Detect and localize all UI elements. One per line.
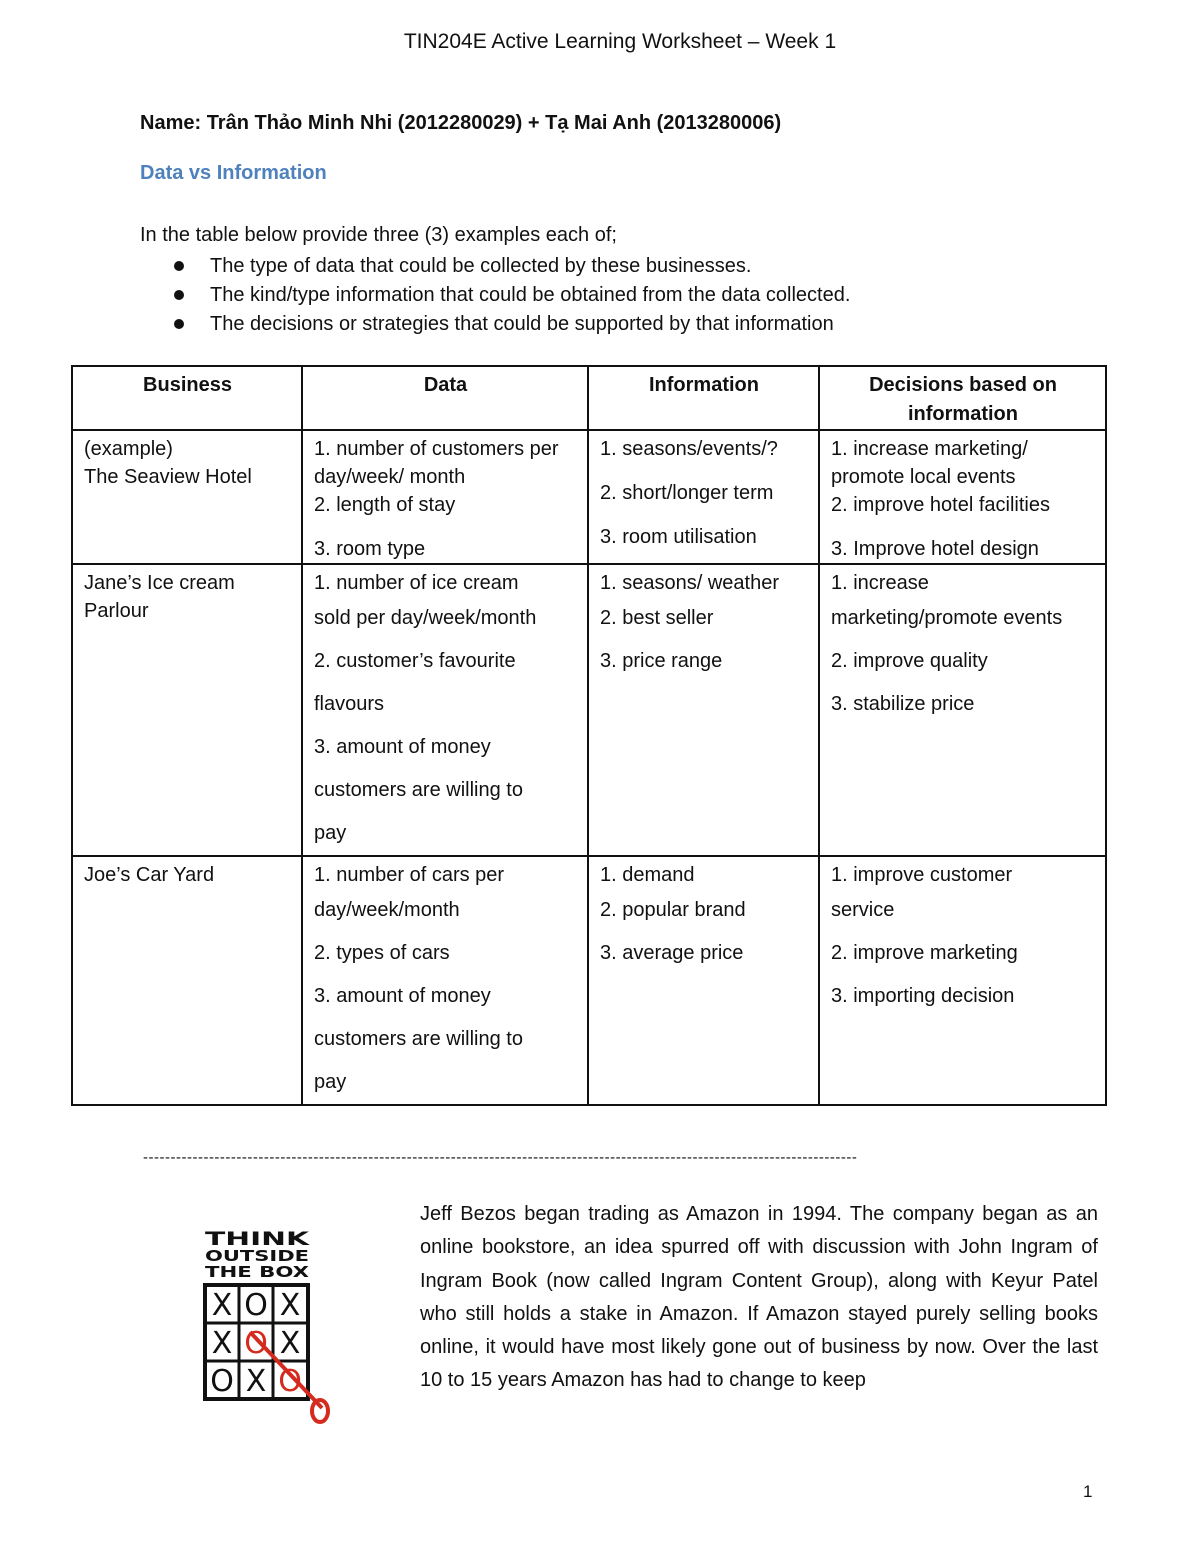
amazon-paragraph: Jeff Bezos began trading as Amazon in 1994. The company began as an online bookstore, an idea spurred off with discussion with John Ingram of Ingram Book (now called Ingram Content Group), along with Keyur Patel who still holds a stake in Amazon. If Amazon stayed purely selling books online, it would have most likely gone out of business by now. Over the last 10 to 15 years Amazon has had to change to keep bbox=[420, 1203, 1098, 1392]
header-information: Information bbox=[588, 366, 819, 430]
business-cell: Jane’s Ice cream Parlour bbox=[72, 564, 302, 856]
logo-text-line: THE BOX bbox=[205, 1263, 310, 1281]
logo-grid-mark: O bbox=[244, 1326, 268, 1361]
list-item: The kind/type information that could be obtained from the data collected. bbox=[165, 283, 850, 312]
decisions-cell: 1. increase marketing/ promote local events 2. improve hotel facilities 3. Improve hotel design bbox=[819, 430, 1106, 564]
section-heading: Data vs Information bbox=[140, 162, 327, 184]
decisions-cell: 1. increase marketing/promote events 2. improve quality 3. stabilize price bbox=[819, 564, 1106, 856]
header-business: Business bbox=[72, 366, 302, 430]
page-number: 1 bbox=[1083, 1482, 1093, 1501]
logo-grid-mark: X bbox=[211, 1326, 233, 1361]
bullet-icon bbox=[174, 290, 184, 300]
table-header-row bbox=[72, 366, 1106, 430]
logo-text-line: OUTSIDE bbox=[205, 1247, 309, 1265]
logo-grid-mark: X bbox=[279, 1288, 301, 1323]
logo-grid-mark: X bbox=[245, 1364, 267, 1399]
decisions-cell: 1. improve customer service 2. improve marketing 3. importing decision bbox=[819, 856, 1106, 1105]
table-row bbox=[72, 430, 1106, 564]
data-cell: 1. number of ice cream sold per day/week/month 2. customer’s favourite flavours 3. amount of money customers are willing to pay bbox=[302, 564, 588, 856]
table-row bbox=[72, 564, 1106, 856]
logo-text-line: THINK bbox=[205, 1228, 311, 1250]
business-cell: Joe’s Car Yard bbox=[72, 856, 302, 1105]
page-title: TIN204E Active Learning Worksheet – Week 1 bbox=[403, 30, 837, 53]
intro-text: In the table below provide three (3) examples each of; bbox=[140, 224, 617, 246]
bullet-icon bbox=[174, 319, 184, 329]
list-item: The decisions or strategies that could be supported by that information bbox=[165, 312, 850, 341]
information-cell: 1. seasons/events/? 2. short/longer term 3. room utilisation bbox=[588, 430, 819, 564]
logo-grid-mark: O bbox=[244, 1288, 268, 1323]
student-names: Name: Trân Thảo Minh Nhi (2012280029) + Tạ Mai Anh (2013280006) bbox=[140, 112, 782, 134]
divider-line: ---------------------------------------------------------------------------------------------------------------------------------- bbox=[143, 1149, 858, 1166]
list-item: The type of data that could be collected by these businesses. bbox=[165, 254, 850, 283]
header-data: Data bbox=[302, 366, 588, 430]
data-cell: 1. number of cars per day/week/month 2. types of cars 3. amount of money customers are willing to pay bbox=[302, 856, 588, 1105]
logo-grid-mark: X bbox=[211, 1288, 233, 1323]
logo-grid-mark: O bbox=[210, 1364, 234, 1399]
instruction-list bbox=[165, 254, 850, 341]
data-cell: 1. number of customers per day/week/ month 2. length of stay 3. room type bbox=[302, 430, 588, 564]
header-decisions: Decisions based on information bbox=[819, 366, 1106, 430]
logo-grid-mark: O bbox=[278, 1364, 302, 1399]
information-cell: 1. seasons/ weather 2. best seller 3. price range bbox=[588, 564, 819, 856]
information-cell: 1. demand 2. popular brand 3. average price bbox=[588, 856, 819, 1105]
table-row bbox=[72, 856, 1106, 1105]
worksheet-table bbox=[71, 365, 1107, 1106]
think-outside-the-box-logo bbox=[200, 1228, 340, 1428]
bullet-icon bbox=[174, 261, 184, 271]
logo-grid-mark: X bbox=[279, 1326, 301, 1361]
business-cell: (example) The Seaview Hotel bbox=[72, 430, 302, 564]
